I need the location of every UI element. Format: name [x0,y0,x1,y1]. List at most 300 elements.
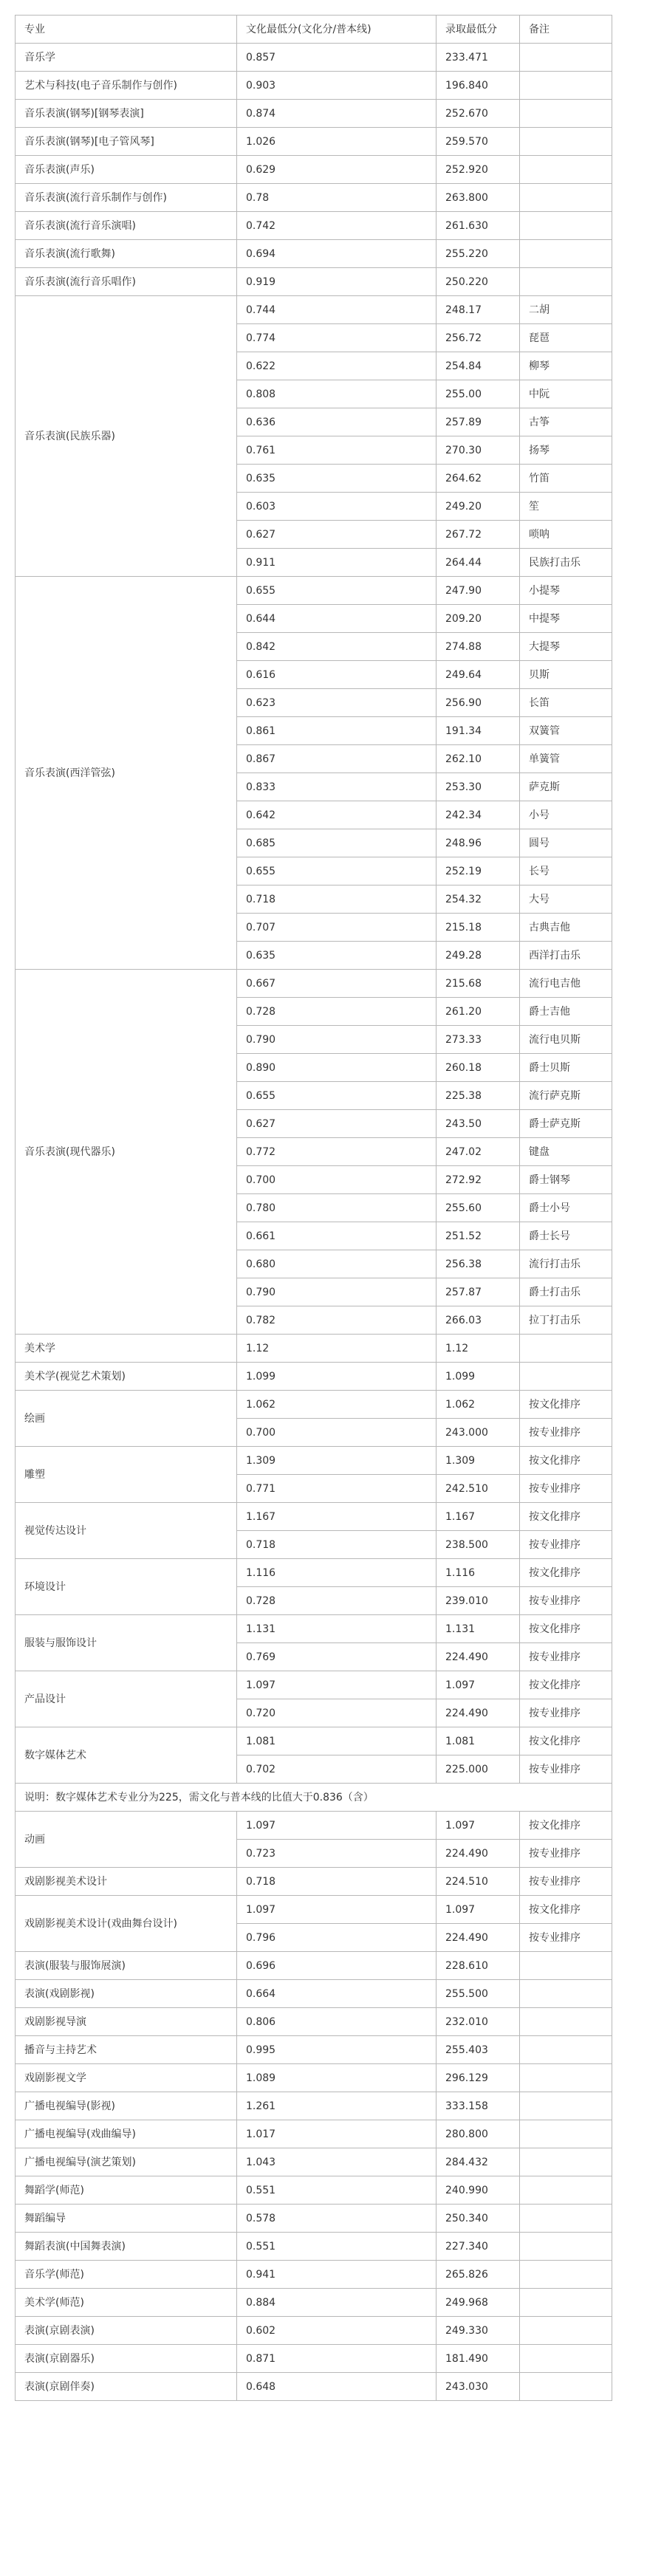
culture-min-score: 0.728 [237,998,437,1026]
admission-min-score: 267.72 [437,521,520,549]
major-name: 服装与服饰设计 [16,1615,237,1671]
remark: 按专业排序 [520,1755,612,1784]
culture-min-score: 0.655 [237,857,437,886]
major-name: 雕塑 [16,1447,237,1503]
table-row [16,2176,612,2205]
table-row [16,1896,612,1924]
admission-score-table [15,15,612,2401]
header-admission-min: 录取最低分 [437,16,520,44]
table-row [16,1335,612,1363]
table-row [16,2373,612,2401]
admission-min-score: 254.32 [437,886,520,914]
table-note-row [16,1784,612,1812]
table-row [16,2233,612,2261]
admission-min-score: 1.131 [437,1615,520,1643]
table-row [16,2289,612,2317]
table-row [16,1980,612,2008]
remark: 按专业排序 [520,1587,612,1615]
admission-min-score: 257.87 [437,1278,520,1306]
remark: 按文化排序 [520,1559,612,1587]
culture-min-score: 0.635 [237,465,437,493]
admission-min-score: 224.490 [437,1840,520,1868]
admission-min-score: 232.010 [437,2008,520,2036]
remark [520,2064,612,2092]
culture-min-score: 0.696 [237,1952,437,1980]
culture-min-score: 0.644 [237,605,437,633]
table-row [16,1615,612,1643]
admission-min-score: 247.90 [437,577,520,605]
culture-min-score: 1.097 [237,1896,437,1924]
remark [520,44,612,72]
admission-min-score: 240.990 [437,2176,520,2205]
admission-min-score: 251.52 [437,1222,520,1250]
culture-min-score: 0.627 [237,521,437,549]
admission-min-score: 262.10 [437,745,520,773]
table-row [16,2120,612,2148]
remark: 按文化排序 [520,1503,612,1531]
admission-min-score: 261.630 [437,212,520,240]
admission-min-score: 333.158 [437,2092,520,2120]
culture-min-score: 0.702 [237,1755,437,1784]
table-row [16,2036,612,2064]
culture-min-score: 0.995 [237,2036,437,2064]
culture-min-score: 0.919 [237,268,437,296]
admission-min-score: 1.116 [437,1559,520,1587]
remark: 柳琴 [520,352,612,380]
major-name: 环境设计 [16,1559,237,1615]
culture-min-score: 0.790 [237,1278,437,1306]
major-name: 戏剧影视文学 [16,2064,237,2092]
admission-min-score: 272.92 [437,1166,520,1194]
remark: 键盘 [520,1138,612,1166]
remark [520,268,612,296]
table-row [16,100,612,128]
admission-min-score: 215.68 [437,970,520,998]
culture-min-score: 0.623 [237,689,437,717]
culture-min-score: 0.903 [237,72,437,100]
header-remark: 备注 [520,16,612,44]
major-name: 音乐表演(流行音乐制作与创作) [16,184,237,212]
major-name: 美术学(师范) [16,2289,237,2317]
admission-min-score: 1.097 [437,1812,520,1840]
culture-min-score: 0.635 [237,942,437,970]
remark: 按文化排序 [520,1671,612,1699]
admission-min-score: 264.44 [437,549,520,577]
admission-min-score: 266.03 [437,1306,520,1335]
major-name: 音乐表演(钢琴)[电子管风琴] [16,128,237,156]
major-name: 音乐表演(流行音乐演唱) [16,212,237,240]
admission-min-score: 260.18 [437,1054,520,1082]
remark: 按文化排序 [520,1615,612,1643]
culture-min-score: 0.602 [237,2317,437,2345]
major-name: 表演(戏剧影视) [16,1980,237,2008]
admission-min-score: 265.826 [437,2261,520,2289]
culture-min-score: 1.043 [237,2148,437,2176]
admission-min-score: 209.20 [437,605,520,633]
remark: 爵士贝斯 [520,1054,612,1082]
culture-min-score: 0.723 [237,1840,437,1868]
admission-min-score: 296.129 [437,2064,520,2092]
remark: 小号 [520,801,612,829]
culture-min-score: 0.707 [237,914,437,942]
remark: 按文化排序 [520,1391,612,1419]
note-text: 说明：数字媒体艺术专业分为225，需文化与普本线的比值大于0.836（含） [16,1784,612,1812]
remark [520,1980,612,2008]
table-row [16,2008,612,2036]
culture-min-score: 0.664 [237,1980,437,2008]
remark: 爵士打击乐 [520,1278,612,1306]
admission-min-score: 250.220 [437,268,520,296]
remark [520,2373,612,2401]
remark: 流行电吉他 [520,970,612,998]
culture-min-score: 0.694 [237,240,437,268]
admission-min-score: 1.12 [437,1335,520,1363]
major-name: 广播电视编导(影视) [16,2092,237,2120]
admission-min-score: 255.00 [437,380,520,408]
admission-min-score: 250.340 [437,2205,520,2233]
admission-min-score: 239.010 [437,1587,520,1615]
culture-min-score: 0.808 [237,380,437,408]
table-row [16,2317,612,2345]
table-row [16,1671,612,1699]
major-name: 舞蹈表演(中国舞表演) [16,2233,237,2261]
table-row [16,2261,612,2289]
major-name: 表演(服装与服饰展演) [16,1952,237,1980]
major-name: 戏剧影视美术设计(戏曲舞台设计) [16,1896,237,1952]
remark: 按专业排序 [520,1475,612,1503]
major-name: 广播电视编导(戏曲编导) [16,2120,237,2148]
culture-min-score: 1.062 [237,1391,437,1419]
table-row [16,2345,612,2373]
culture-min-score: 0.648 [237,2373,437,2401]
culture-min-score: 0.774 [237,324,437,352]
admission-min-score: 270.30 [437,436,520,465]
culture-min-score: 0.771 [237,1475,437,1503]
remark: 古典吉他 [520,914,612,942]
remark [520,100,612,128]
culture-min-score: 0.551 [237,2233,437,2261]
culture-min-score: 0.622 [237,352,437,380]
admission-min-score: 256.38 [437,1250,520,1278]
culture-min-score: 0.661 [237,1222,437,1250]
table-row [16,1952,612,1980]
admission-min-score: 233.471 [437,44,520,72]
table-row [16,156,612,184]
remark: 按专业排序 [520,1868,612,1896]
remark: 按专业排序 [520,1699,612,1727]
culture-min-score: 0.911 [237,549,437,577]
admission-min-score: 254.84 [437,352,520,380]
admission-min-score: 252.920 [437,156,520,184]
major-name: 音乐表演(现代器乐) [16,970,237,1335]
culture-min-score: 0.700 [237,1419,437,1447]
remark: 中阮 [520,380,612,408]
major-name: 音乐表演(西洋管弦) [16,577,237,970]
culture-min-score: 0.796 [237,1924,437,1952]
admission-min-score: 1.099 [437,1363,520,1391]
remark: 大号 [520,886,612,914]
culture-min-score: 0.857 [237,44,437,72]
admission-min-score: 225.38 [437,1082,520,1110]
table-row [16,72,612,100]
remark [520,2036,612,2064]
culture-min-score: 0.742 [237,212,437,240]
remark: 中提琴 [520,605,612,633]
remark: 爵士小号 [520,1194,612,1222]
table-header-row [16,16,612,44]
remark [520,1952,612,1980]
culture-min-score: 0.806 [237,2008,437,2036]
culture-min-score: 0.772 [237,1138,437,1166]
major-name: 视觉传达设计 [16,1503,237,1559]
remark [520,240,612,268]
remark [520,184,612,212]
culture-min-score: 0.874 [237,100,437,128]
culture-min-score: 0.871 [237,2345,437,2373]
remark: 按专业排序 [520,1840,612,1868]
remark: 按文化排序 [520,1727,612,1755]
admission-min-score: 1.167 [437,1503,520,1531]
remark: 按专业排序 [520,1924,612,1952]
table-row [16,1868,612,1896]
admission-min-score: 242.34 [437,801,520,829]
culture-min-score: 0.780 [237,1194,437,1222]
table-row [16,2205,612,2233]
table-row [16,1727,612,1755]
remark: 民族打击乐 [520,549,612,577]
culture-min-score: 1.131 [237,1615,437,1643]
remark: 单簧管 [520,745,612,773]
culture-min-score: 1.167 [237,1503,437,1531]
table-row [16,44,612,72]
culture-min-score: 1.116 [237,1559,437,1587]
table-row [16,184,612,212]
remark: 长笛 [520,689,612,717]
remark: 大提琴 [520,633,612,661]
culture-min-score: 0.78 [237,184,437,212]
admission-min-score: 256.90 [437,689,520,717]
admission-min-score: 1.081 [437,1727,520,1755]
remark: 萨克斯 [520,773,612,801]
admission-min-score: 259.570 [437,128,520,156]
remark: 西洋打击乐 [520,942,612,970]
admission-min-score: 256.72 [437,324,520,352]
table-row [16,1559,612,1587]
culture-min-score: 0.884 [237,2289,437,2317]
culture-min-score: 1.097 [237,1671,437,1699]
table-row [16,1812,612,1840]
admission-min-score: 243.50 [437,1110,520,1138]
admission-min-score: 249.28 [437,942,520,970]
culture-min-score: 1.261 [237,2092,437,2120]
culture-min-score: 1.12 [237,1335,437,1363]
remark [520,2092,612,2120]
admission-min-score: 252.19 [437,857,520,886]
admission-min-score: 249.330 [437,2317,520,2345]
admission-min-score: 196.840 [437,72,520,100]
culture-min-score: 0.680 [237,1250,437,1278]
remark: 按专业排序 [520,1531,612,1559]
culture-min-score: 0.667 [237,970,437,998]
table-row [16,2148,612,2176]
admission-min-score: 238.500 [437,1531,520,1559]
admission-score-table-container [15,15,612,2401]
culture-min-score: 0.842 [237,633,437,661]
admission-min-score: 255.403 [437,2036,520,2064]
admission-min-score: 242.510 [437,1475,520,1503]
culture-min-score: 0.833 [237,773,437,801]
culture-min-score: 0.744 [237,296,437,324]
major-name: 音乐表演(钢琴)[钢琴表演] [16,100,237,128]
admission-min-score: 225.000 [437,1755,520,1784]
admission-min-score: 255.60 [437,1194,520,1222]
remark [520,2289,612,2317]
table-row [16,240,612,268]
culture-min-score: 0.578 [237,2205,437,2233]
culture-min-score: 1.081 [237,1727,437,1755]
remark: 长号 [520,857,612,886]
table-row [16,1503,612,1531]
table-row [16,577,612,605]
admission-min-score: 253.30 [437,773,520,801]
major-name: 音乐表演(民族乐器) [16,296,237,577]
table-row [16,296,612,324]
culture-min-score: 0.627 [237,1110,437,1138]
table-row [16,128,612,156]
remark [520,2148,612,2176]
culture-min-score: 0.700 [237,1166,437,1194]
major-name: 音乐表演(声乐) [16,156,237,184]
culture-min-score: 0.603 [237,493,437,521]
remark [520,2120,612,2148]
culture-min-score: 0.890 [237,1054,437,1082]
admission-min-score: 1.309 [437,1447,520,1475]
table-row [16,1363,612,1391]
major-name: 美术学 [16,1335,237,1363]
major-name: 音乐表演(流行音乐唱作) [16,268,237,296]
major-name: 戏剧影视美术设计 [16,1868,237,1896]
admission-min-score: 284.432 [437,2148,520,2176]
remark [520,72,612,100]
culture-min-score: 0.551 [237,2176,437,2205]
remark: 流行萨克斯 [520,1082,612,1110]
major-name: 广播电视编导(演艺策划) [16,2148,237,2176]
remark: 唢呐 [520,521,612,549]
admission-min-score: 215.18 [437,914,520,942]
remark [520,2176,612,2205]
remark [520,2008,612,2036]
culture-min-score: 1.026 [237,128,437,156]
remark [520,2317,612,2345]
remark: 按文化排序 [520,1812,612,1840]
admission-min-score: 261.20 [437,998,520,1026]
culture-min-score: 0.941 [237,2261,437,2289]
culture-min-score: 0.718 [237,1868,437,1896]
admission-min-score: 249.20 [437,493,520,521]
major-name: 音乐学 [16,44,237,72]
admission-min-score: 1.062 [437,1391,520,1419]
major-name: 产品设计 [16,1671,237,1727]
major-name: 戏剧影视导演 [16,2008,237,2036]
culture-min-score: 0.629 [237,156,437,184]
major-name: 音乐学(师范) [16,2261,237,2289]
culture-min-score: 0.685 [237,829,437,857]
culture-min-score: 1.309 [237,1447,437,1475]
remark: 琵琶 [520,324,612,352]
admission-min-score: 224.490 [437,1699,520,1727]
remark: 爵士钢琴 [520,1166,612,1194]
remark: 流行打击乐 [520,1250,612,1278]
remark: 扬琴 [520,436,612,465]
culture-min-score: 0.720 [237,1699,437,1727]
culture-min-score: 0.718 [237,886,437,914]
culture-min-score: 0.728 [237,1587,437,1615]
admission-min-score: 243.030 [437,2373,520,2401]
admission-min-score: 247.02 [437,1138,520,1166]
remark: 按专业排序 [520,1419,612,1447]
admission-min-score: 249.968 [437,2289,520,2317]
remark [520,156,612,184]
remark: 竹笛 [520,465,612,493]
culture-min-score: 0.769 [237,1643,437,1671]
major-name: 绘画 [16,1391,237,1447]
table-row [16,1447,612,1475]
major-name: 表演(京剧伴奏) [16,2373,237,2401]
admission-min-score: 224.490 [437,1924,520,1952]
culture-min-score: 0.761 [237,436,437,465]
admission-min-score: 264.62 [437,465,520,493]
header-major: 专业 [16,16,237,44]
table-row [16,1391,612,1419]
major-name: 表演(京剧器乐) [16,2345,237,2373]
culture-min-score: 0.642 [237,801,437,829]
admission-min-score: 248.96 [437,829,520,857]
admission-min-score: 227.340 [437,2233,520,2261]
major-name: 艺术与科技(电子音乐制作与创作) [16,72,237,100]
major-name: 播音与主持艺术 [16,2036,237,2064]
remark [520,2345,612,2373]
admission-min-score: 255.500 [437,1980,520,2008]
table-row [16,2064,612,2092]
table-row [16,268,612,296]
major-name: 舞蹈学(师范) [16,2176,237,2205]
major-name: 舞蹈编导 [16,2205,237,2233]
remark: 爵士吉他 [520,998,612,1026]
remark: 按文化排序 [520,1896,612,1924]
culture-min-score: 0.790 [237,1026,437,1054]
admission-min-score: 280.800 [437,2120,520,2148]
remark [520,2261,612,2289]
remark: 拉丁打击乐 [520,1306,612,1335]
culture-min-score: 1.017 [237,2120,437,2148]
culture-min-score: 0.636 [237,408,437,436]
admission-min-score: 257.89 [437,408,520,436]
culture-min-score: 0.867 [237,745,437,773]
culture-min-score: 0.861 [237,717,437,745]
admission-min-score: 243.000 [437,1419,520,1447]
culture-min-score: 1.097 [237,1812,437,1840]
culture-min-score: 1.089 [237,2064,437,2092]
culture-min-score: 0.655 [237,1082,437,1110]
remark: 按文化排序 [520,1447,612,1475]
major-name: 表演(京剧表演) [16,2317,237,2345]
remark: 笙 [520,493,612,521]
remark [520,1363,612,1391]
culture-min-score: 0.655 [237,577,437,605]
major-name: 美术学(视觉艺术策划) [16,1363,237,1391]
remark: 古筝 [520,408,612,436]
admission-min-score: 1.097 [437,1896,520,1924]
